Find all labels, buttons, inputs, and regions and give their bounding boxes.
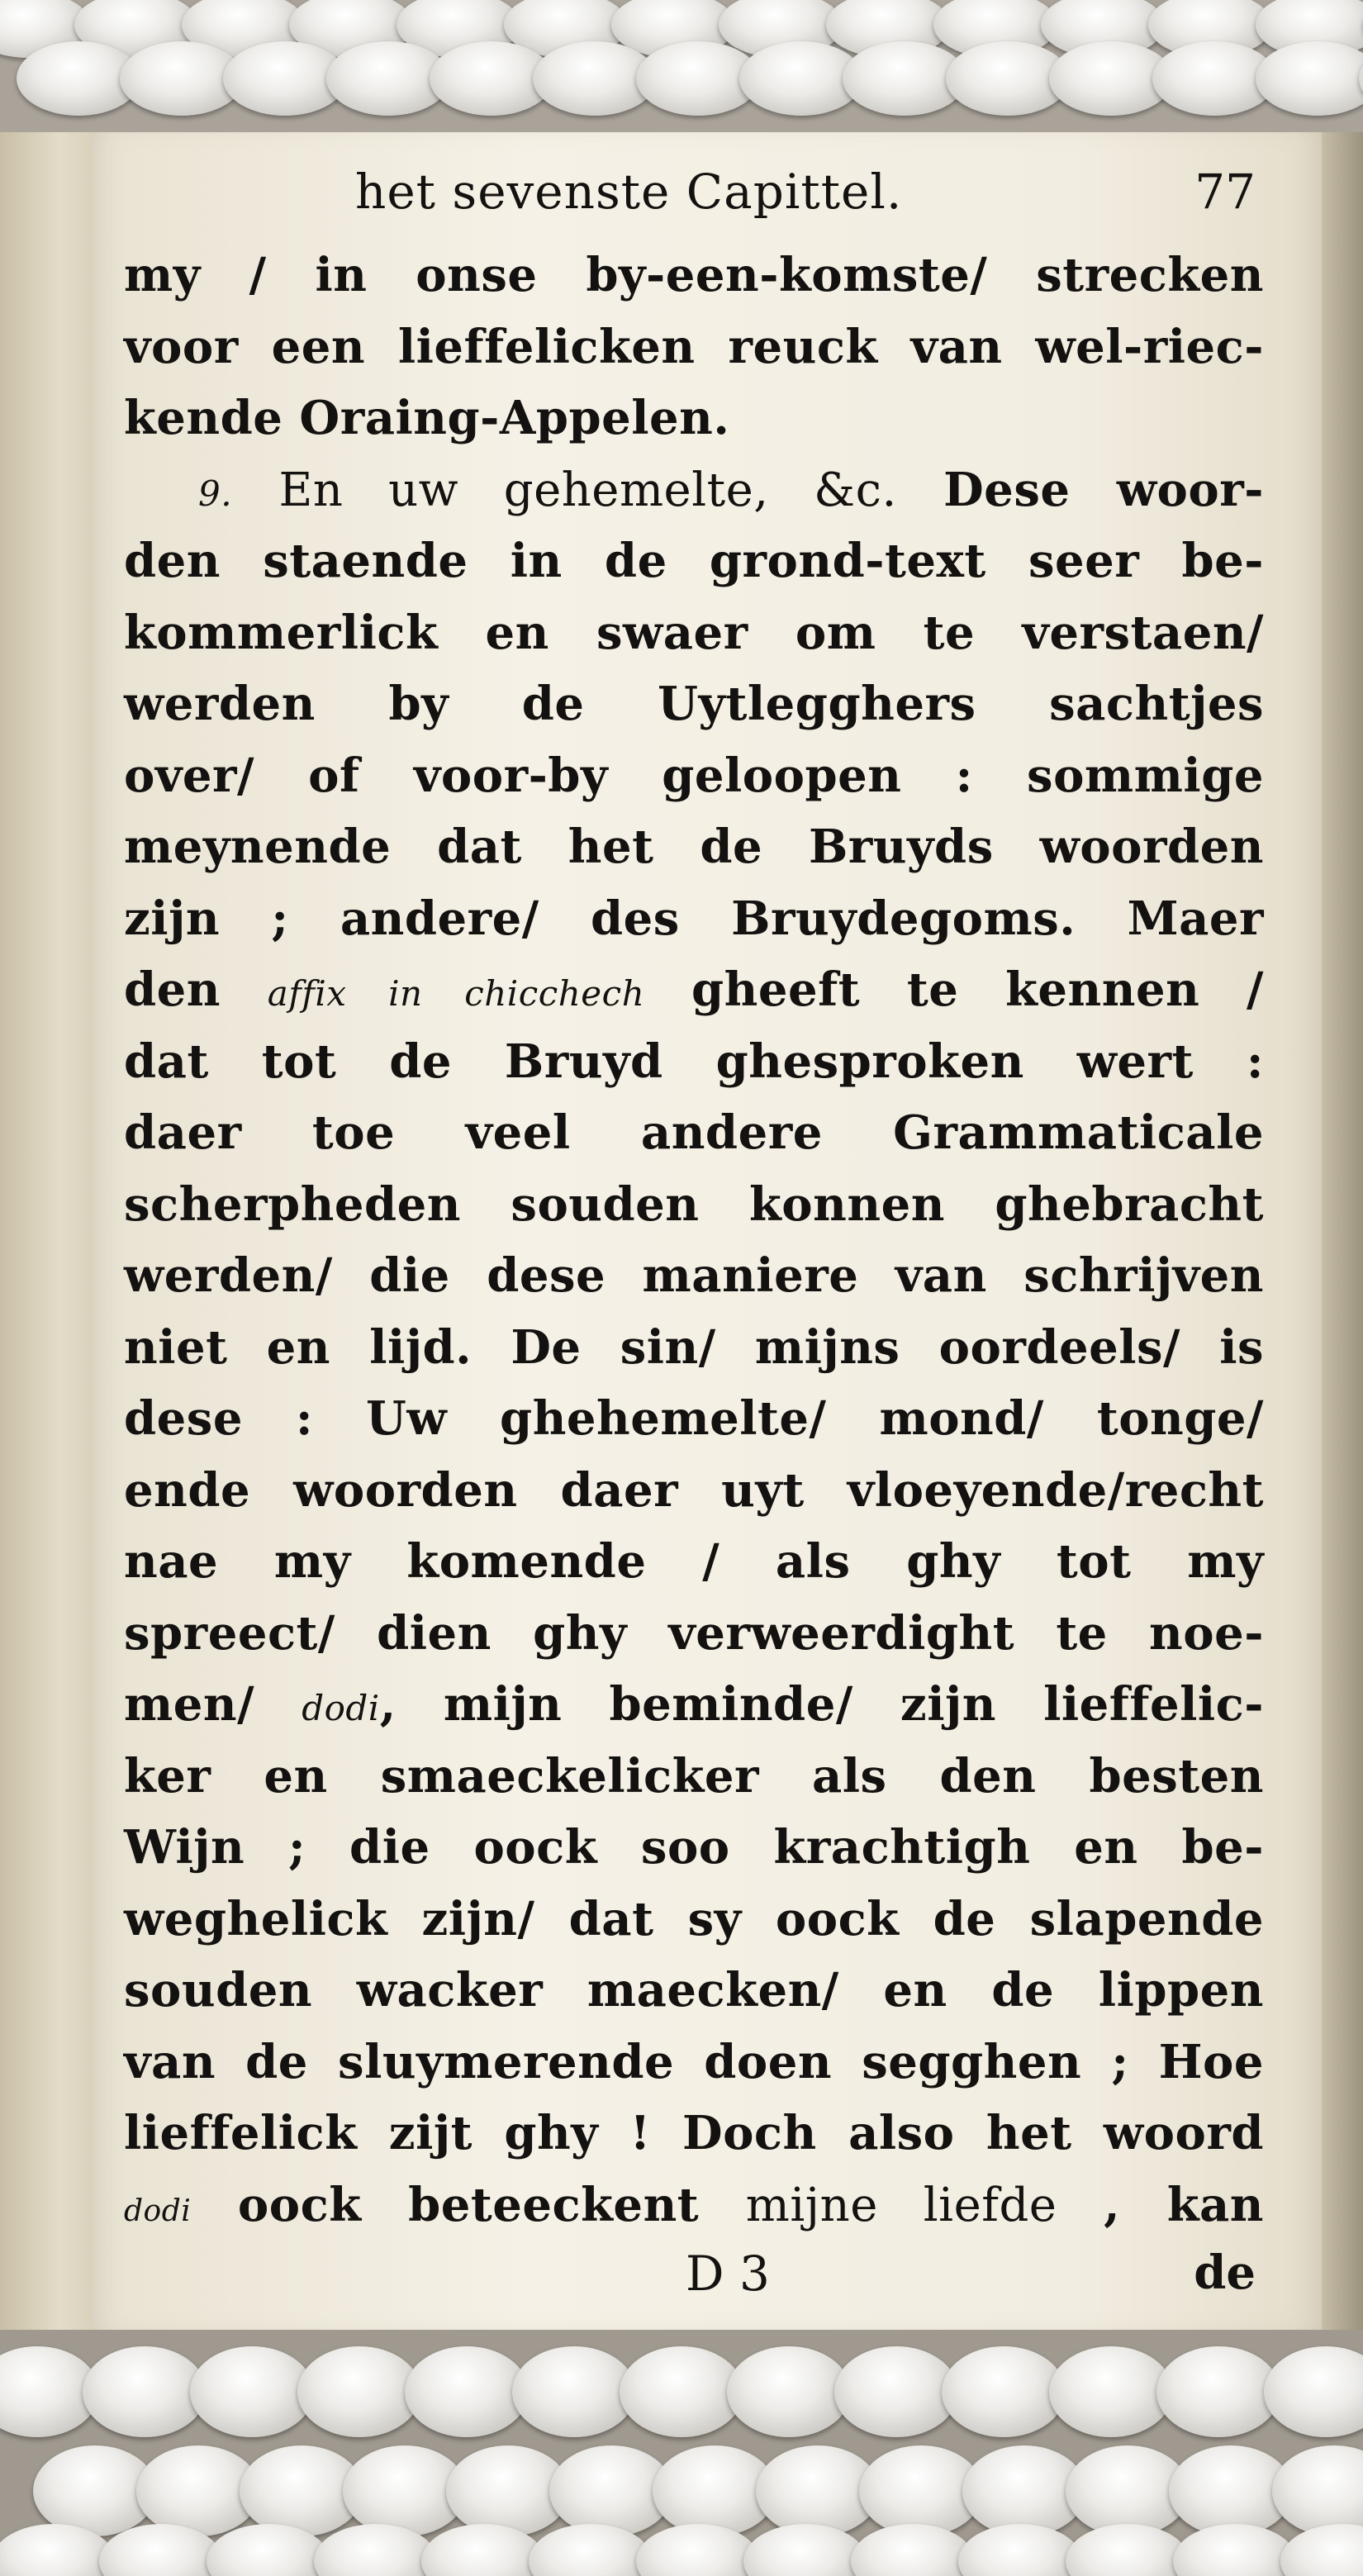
text-line: lieffelick zijt ghy ! Doch also het woord <box>124 2106 1264 2160</box>
text-line: zijn ; andere/ des Bruydegoms. Maer <box>124 891 1264 946</box>
cord-bead <box>405 2346 529 2437</box>
lemma: En uw gehemelte, &c. <box>278 463 897 517</box>
cord-bead <box>1264 2346 1363 2437</box>
text-line: niet en lijd. De sin/ mijns oordeels/ is <box>124 1319 1264 1375</box>
cord-bead <box>99 2524 223 2576</box>
cord-bead <box>1049 2346 1173 2437</box>
page-header <box>124 149 1264 240</box>
text-line: my / in onse by-een-komste/ strecken <box>124 248 1264 302</box>
cord-bead <box>190 2346 314 2437</box>
page-number: 77 <box>1194 164 1256 220</box>
text-line: weghelick zijn/ dat sy oock de slapende <box>124 1891 1264 1946</box>
body-text <box>124 240 1264 2241</box>
page-footer <box>124 2246 1264 2320</box>
text-block <box>124 149 1264 2320</box>
cord-bead <box>958 2524 1082 2576</box>
text-line: dese : Uw ghehemelte/ mond/ tonge/ <box>124 1391 1264 1446</box>
cord-bead <box>0 2524 116 2576</box>
facing-page-edge <box>0 107 102 2338</box>
cord-bead <box>743 2524 867 2576</box>
text-line: meynende dat het de Bruyds woorden <box>124 820 1264 874</box>
text-line: werden/ die dese maniere van schrijven <box>124 1248 1264 1303</box>
text-line: kende Oraing-Appelen. <box>124 391 730 445</box>
verse-number: 9. <box>198 473 233 514</box>
cord-bead <box>727 2346 851 2437</box>
text-line: voor een lieffelicken reuck van wel-riec- <box>124 319 1264 374</box>
catchword: de <box>1194 2246 1256 2300</box>
cord-bead <box>1272 2445 1363 2536</box>
italic-term: affix in chicchech <box>267 973 645 1014</box>
roman-phrase: mijne liefde <box>745 2178 1057 2232</box>
cord-strand <box>0 2524 1363 2576</box>
cord-bead <box>207 2524 330 2576</box>
signature-mark: D 3 <box>686 2246 770 2302</box>
cord-bead <box>1280 2524 1363 2576</box>
text-line: nae my komende / als ghy tot my <box>124 1534 1264 1589</box>
cord-bead <box>1156 2346 1280 2437</box>
italic-term: dodi <box>302 1688 380 1728</box>
cord-bead <box>1256 41 1363 116</box>
text-line: den affix in chicchech gheeft te kennen / <box>124 962 1264 1017</box>
text-line: dat tot de Bruyd ghesproken wert : <box>124 1034 1264 1089</box>
text-line: souden wacker maecken/ en de lippen <box>124 1963 1264 2018</box>
text-line: scherpheden souden konnen ghebracht <box>124 1176 1264 1232</box>
text-line: over/ of voor-by geloopen : sommige <box>124 748 1264 803</box>
cord-bead <box>851 2524 975 2576</box>
text-line: van de sluymerende doen segghen ; Hoe <box>124 2034 1264 2089</box>
text-line: dodi oock beteeckent mijne liefde , kan <box>124 2177 1264 2232</box>
cord-bead <box>942 2346 1066 2437</box>
braided-cord-top <box>0 0 1363 132</box>
text-line: ende woorden daer uyt vloeyende/recht <box>124 1462 1264 1518</box>
cord-bead <box>83 2346 207 2437</box>
text-line: Wijn ; die oock soo krachtigh en be- <box>124 1820 1264 1875</box>
cord-bead <box>297 2346 421 2437</box>
text-line: werden by de Uytlegghers sachtjes <box>124 677 1264 731</box>
cord-bead <box>636 2524 760 2576</box>
text-line: kommerlick en swaer om te verstaen/ <box>124 605 1264 660</box>
text-line: den staende in de grond-text seer be- <box>124 534 1264 588</box>
cord-strand <box>33 2445 1363 2536</box>
text-line: men/ dodi, mijn beminde/ zijn lieffelic- <box>124 1677 1264 1732</box>
text-line: spreect/ dien ghy verweerdight te noe- <box>124 1605 1264 1661</box>
cord-bead <box>1066 2524 1190 2576</box>
text-line: 9. En uw gehemelte, &c. Dese woor- <box>198 462 1265 517</box>
cord-bead <box>1173 2524 1297 2576</box>
cord-bead <box>529 2524 653 2576</box>
cord-bead <box>834 2346 958 2437</box>
running-head: het sevenste Capittel. <box>355 164 903 220</box>
cord-bead <box>421 2524 545 2576</box>
italic-term: dodi <box>124 2193 192 2228</box>
text-line: daer toe veel andere Grammaticale <box>124 1105 1264 1160</box>
braided-cord-bottom <box>0 2330 1363 2576</box>
cord-strand <box>0 2346 1363 2437</box>
cord-strand <box>17 41 1363 116</box>
cord-bead <box>314 2524 438 2576</box>
cord-bead <box>620 2346 743 2437</box>
cord-bead <box>512 2346 636 2437</box>
text-line: ker en smaeckelicker als den besten <box>124 1748 1264 1804</box>
